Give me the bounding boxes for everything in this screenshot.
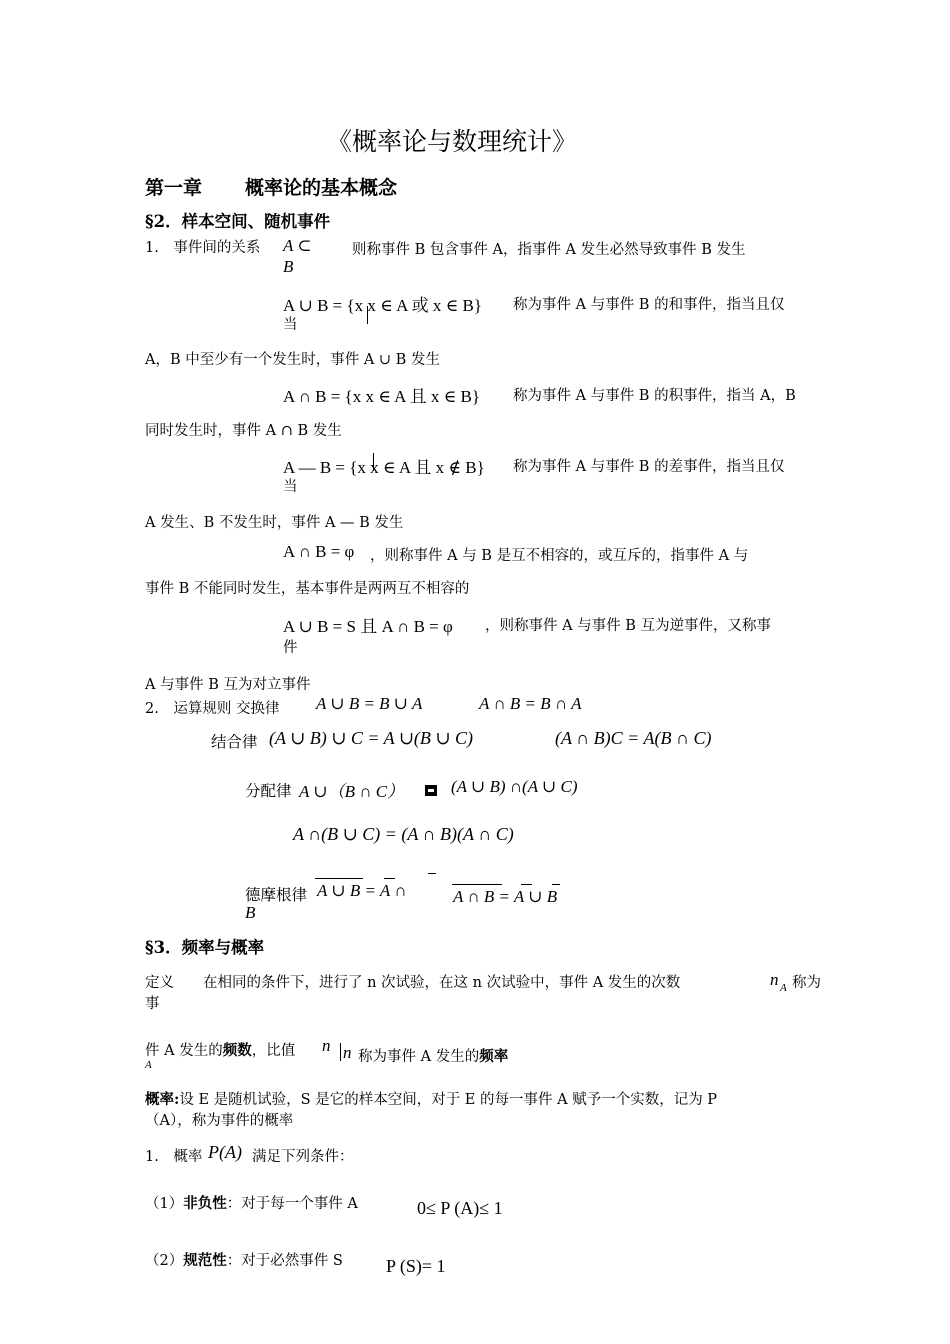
definition-label: 定义 [145,975,174,991]
item-2-label: 2. 运算规则 交换律 [145,701,280,717]
placeholder-glyph-icon [425,780,437,799]
probability-text-2: （A），称为事件的概率 [145,1113,294,1129]
condition-2-text: ：对于必然事件 S [226,1253,343,1269]
associative-union: (A ∪ B) ∪ C = A ∪(B ∪ C) [269,728,473,748]
demorgan-overline-5 [521,884,532,885]
frequency-text-b: ，比值 [251,1043,296,1059]
condition-2-number: （2） [145,1253,184,1269]
difference-continuation: A 发生、B 不发生时，事件 A — B 发生 [145,515,404,531]
definition-text: 在相同的条件下，进行了 n 次试验，在这 n 次试验中，事件 A 发生的次数 [203,975,681,991]
intersection-continuation: 同时发生时，事件 A ∩ B 发生 [145,423,342,439]
subset-formula-b: B [283,257,294,276]
conditions-label: 1. 概率 [145,1149,203,1165]
ratio-denominator: n [343,1043,352,1062]
subset-description: 则称事件 B 包含事件 A，指事件 A 发生必然导致事件 B 发生 [352,242,746,258]
item-1-label: 1. 事件间的关系 [145,240,261,256]
associative-intersection: (A ∩ B)C = A(B ∩ C) [555,728,712,748]
section-2-title: §2．样本空间、随机事件 [145,212,331,231]
nA-symbol: n [770,970,779,989]
condition-1-number: （1） [145,1196,184,1212]
demorgan-overline-1 [315,878,363,879]
section-3-title: §3．频率与概率 [145,938,265,957]
intersection-formula: A ∩ B = {x x ∈ A 且 x ∈ B} [283,387,481,406]
distributive-label: 分配律 [245,782,292,800]
conditions-formula: P(A) [208,1142,242,1162]
condition-1-text: ：对于每一个事件 A [226,1196,358,1212]
set-builder-bar-2 [373,453,374,471]
chapter-number: 第一章 [145,177,203,199]
frequency-text-a: 件 A 发生的 [145,1043,223,1059]
inverse-description-cont: 件 [283,640,298,656]
ratio-subscript: A [145,1059,152,1071]
condition-2-formula: P (S)= 1 [386,1256,446,1276]
probability-term: 概率: [145,1091,180,1108]
difference-description-cont: 当 [283,479,298,495]
relative-frequency-term: 频率 [479,1048,509,1065]
page-title: 《概率论与数理统计》 [327,127,578,156]
distributive-left: A ∪（B ∩ C） [299,782,405,801]
difference-formula: A — B = {x x ∈ A 且 x ∉ B} [283,458,485,477]
subset-formula: A ⊂ [283,236,312,255]
condition-1-term: 非负性 [183,1195,227,1212]
commutative-union: A ∪ B = B ∪ A [316,694,423,713]
definition-text-2: 称为 [792,975,821,991]
nA-subscript: A [780,982,787,994]
exclusive-description: ，则称事件 A 与 B 是互不相容的，或互斥的，指事件 A 与 [370,548,749,564]
exclusive-formula: A ∩ B = φ [283,542,355,561]
demorgan-first-b: B [245,903,256,922]
union-formula: A ∪ B = {x x ∈ A 或 x ∈ B} [283,296,482,315]
ratio-numerator: n [322,1036,331,1055]
exclusive-continuation: 事件 B 不能同时发生，基本事件是两两互不相容的 [145,581,470,597]
demorgan-label: 德摩根律 [245,886,308,904]
intersection-description: 称为事件 A 与事件 B 的积事件，指当 A，B [513,388,796,404]
definition-text-3: 事 [145,996,160,1012]
distributive-right: (A ∪ B) ∩(A ∪ C) [451,777,578,796]
demorgan-overline-3 [428,873,436,874]
ratio-bar [340,1043,341,1061]
demorgan-overline-4 [452,884,502,885]
demorgan-overline-2 [384,878,395,879]
frequency-text-c: 称为事件 A 发生的 [358,1049,480,1065]
union-description-cont: 当 [283,317,298,333]
inverse-formula: A ∪ B = S 且 A ∩ B = φ [283,617,453,636]
difference-description: 称为事件 A 与事件 B 的差事件，指当且仅 [513,459,785,475]
demorgan-overline-6 [552,884,560,885]
set-builder-bar [367,306,368,324]
probability-text: 设 E 是随机试验，S 是它的样本空间，对于 E 的每一事件 A 赋予一个实数，记为 P [179,1092,718,1108]
union-continuation: A，B 中至少有一个发生时，事件 A ∪ B 发生 [145,352,440,368]
demorgan-first: A ∪ B = A ∩ [317,881,407,900]
union-description: 称为事件 A 与事件 B 的和事件，指当且仅 [513,297,785,313]
condition-1-formula: 0≤ P (A)≤ 1 [417,1198,503,1218]
commutative-intersection: A ∩ B = B ∩ A [479,694,582,713]
frequency-term: 频数 [222,1042,252,1059]
distributive-second: A ∩(B ∪ C) = (A ∩ B)(A ∩ C) [293,824,514,844]
condition-2-term: 规范性 [183,1252,227,1269]
inverse-continuation: A 与事件 B 互为对立事件 [145,677,311,693]
inverse-description: ，则称事件 A 与事件 B 互为逆事件，又称事 [485,618,772,634]
chapter-title: 概率论的基本概念 [245,177,398,199]
conditions-text: 满足下列条件： [252,1149,354,1165]
associative-label: 结合律 [211,733,258,751]
demorgan-second: A ∩ B = A ∪ B [453,887,558,906]
